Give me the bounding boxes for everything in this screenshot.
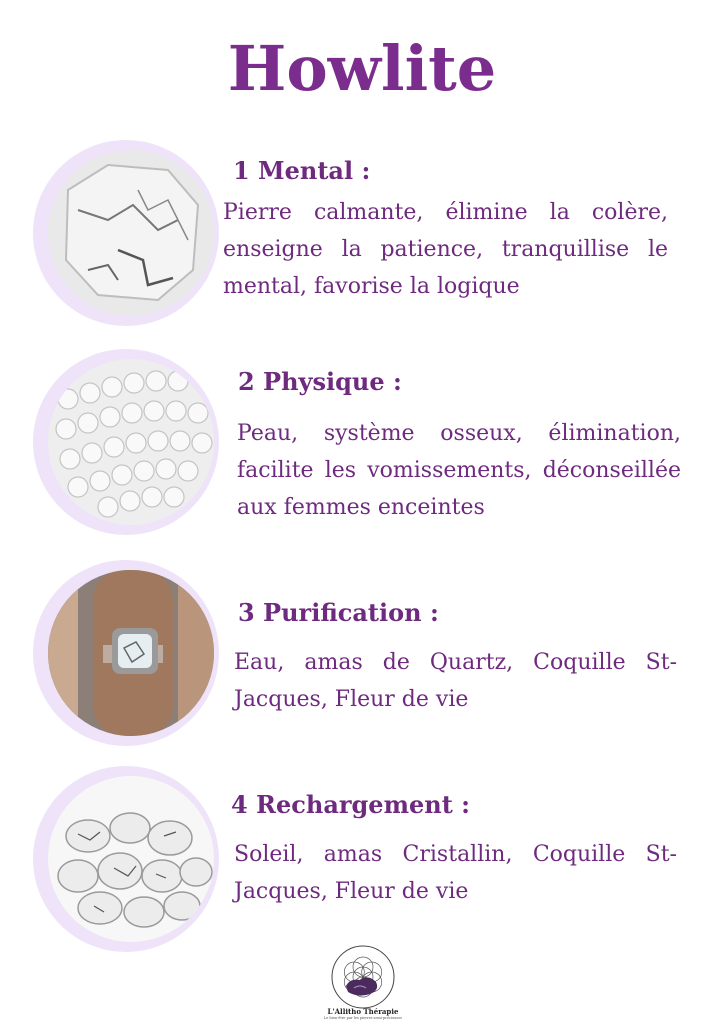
logo-name: L'Allitho Thérapie xyxy=(327,1007,399,1016)
page-title: Howlite xyxy=(227,32,497,105)
section-text: Soleil, amas Cristallin, Coquille St-Jacques, Fleur de vie xyxy=(234,842,677,904)
howlite-beads-image xyxy=(48,359,214,525)
section-purification xyxy=(0,560,724,760)
section-physique xyxy=(0,349,724,549)
section-heading: 3 Purification : xyxy=(238,598,439,627)
flower-of-life-logo-icon xyxy=(330,944,396,1010)
section-heading: 1 Mental : xyxy=(233,156,371,185)
howlite-tumbled-stones-image xyxy=(48,776,214,942)
section-text: Peau, système osseux, élimination, facilite les vomissements, déconseillée aux femmes enceintes xyxy=(237,421,681,520)
logo-tagline: Le bien-être par les pierres semi-précieuses xyxy=(323,1016,403,1020)
howlite-ring-image xyxy=(48,570,214,736)
section-mental xyxy=(0,140,724,340)
section-rechargement xyxy=(0,766,724,966)
section-heading: 4 Rechargement : xyxy=(231,790,470,819)
section-text: Pierre calmante, élimine la colère, enseigne la patience, tranquillise le mental, favorise la logique xyxy=(223,200,668,299)
section-text: Eau, amas de Quartz, Coquille St-Jacques, Fleur de vie xyxy=(234,650,677,712)
howlite-raw-stone-image xyxy=(48,150,214,316)
section-heading: 2 Physique : xyxy=(238,367,402,396)
